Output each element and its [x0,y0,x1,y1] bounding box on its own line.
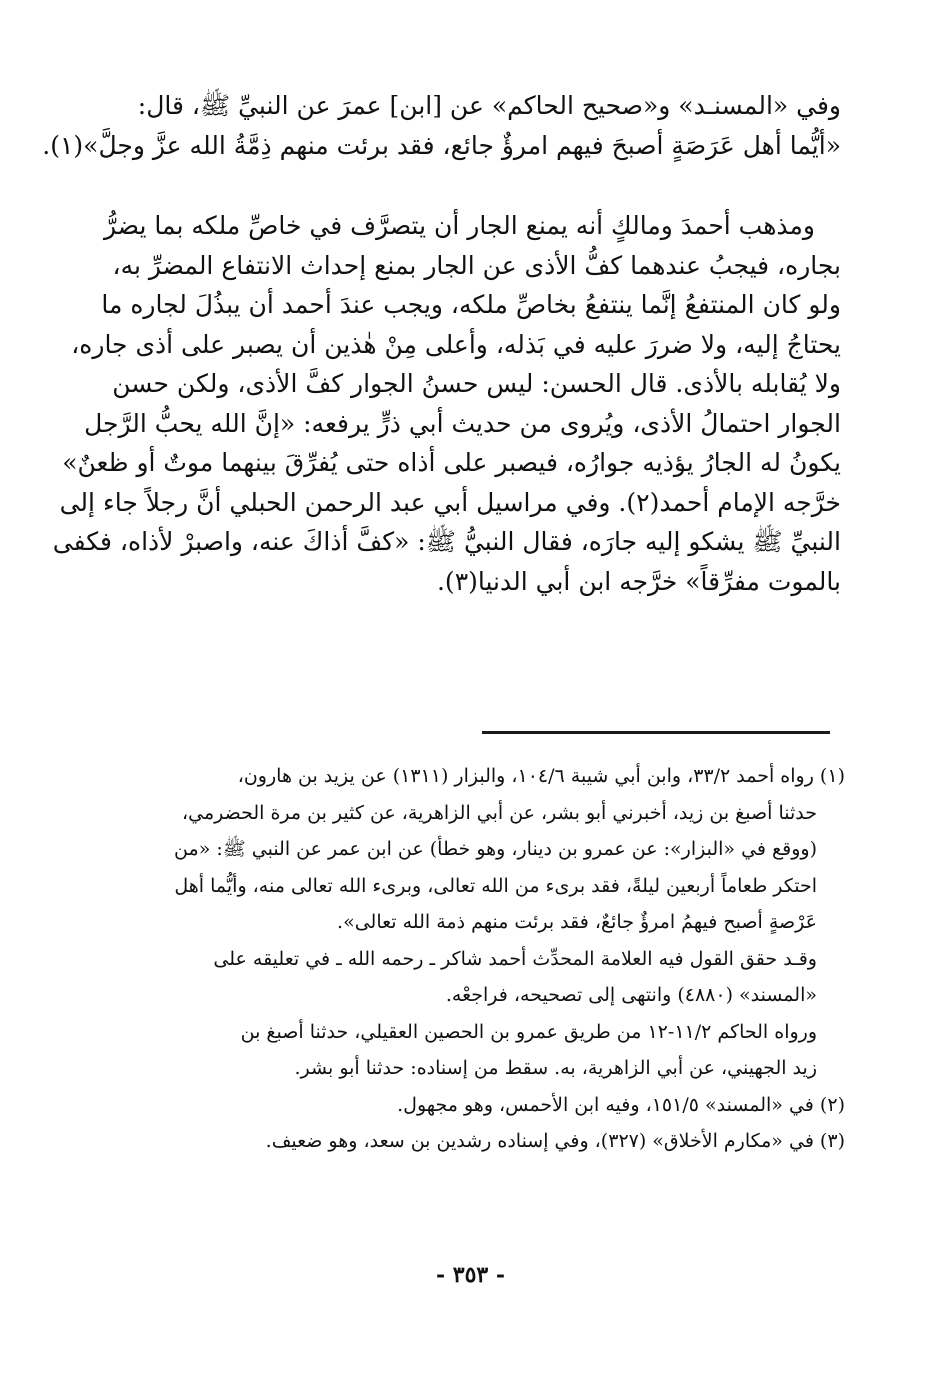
footnote-line: (ووقع في «البزار»: عن عمرو بن دينار، وهو خطأ) عن ابن عمر عن النبي ﷺ: «من [174,838,817,860]
footnote-line: عَرْصةٍ أصبح فيهمُ امرؤٌ جائعٌ، فقد برئت منهم ذمة الله تعالى». [337,911,817,933]
text-line: يحتاجُ إليه، ولا ضررَ عليه في بَذله، وأعلى مِنْ هٰذين أن يصبر على أذى جاره، [71,329,841,359]
footnote-line: (١) رواه أحمد ٣٣/٢، وابن أبي شيبة ١٠٤/٦، والبزار (١٣١١) عن يزيد بن هارون، [237,765,845,787]
footnote-line: ورواه الحاكم ١١/٢-١٢ من طريق عمرو بن الحصين العقيلي، حدثنا أصبغ بن [240,1020,817,1043]
footnote-line: زيد الجهيني، عن أبي الزاهرية، به. سقط من إسناده: حدثنا أبو بشر. [294,1057,817,1079]
footnote-line: «المسند» (٤٨٨٠) وانتهى إلى تصحيحه، فراجعْه. [445,984,817,1006]
text-line: بجاره، فيجبُ عندهما كفُّ الأذى عن الجار بمنع إحداث الانتفاع المضرِّ به، [112,250,841,280]
text-line: «أيُّما أهل عَرَصَةٍ أصبحَ فيهم امرؤٌ جائع، فقد برئت منهم ذِمَّةُ الله عزَّ وجلَّ»(١). [42,130,841,160]
footnote-line: احتكر طعاماً أربعين ليلةً، فقد برىء من الله تعالى، وبرىء الله تعالى منه، وأيُّما أهل [174,874,817,897]
text-line: الجوار احتمالُ الأذى، ويُروى من حديث أبي ذرٍّ يرفعه: «إنَّ الله يحبُّ الرَّجل [84,408,841,438]
text-line: خرَّجه الإمام أحمد(٢). وفي مراسيل أبي عبد الرحمن الحبلي أنَّ رجلاً جاء إلى [59,487,841,517]
footnotes [108,758,845,1160]
text-line: وفي «المسنـد» و«صحيح الحاكم» عن [ابن] عمرَ عن النبيِّ ﷺ، قال: [137,91,841,120]
footnote-separator [482,731,830,734]
page-number: - ٣٥٣ - [435,1262,506,1288]
footnote-line: حدثنا أصبغ بن زيد، أخبرني أبو بشر، عن أبي الزاهرية، عن كثير بن مرة الحضرمي، [181,801,817,824]
text-line: ومذهب أحمدَ ومالكٍ أنه يمنع الجار أن يتصرَّف في خاصِّ ملكه بما يضرُّ [104,211,815,240]
paragraph-1 [42,86,841,165]
footnote-line: (٣) في «مكارم الأخلاق» (٣٢٧)، وفي إسناده رشدين بن سعد، وهو ضعيف. [265,1130,845,1152]
text-line: ولو كان المنتفعُ إنَّما ينتفعُ بخاصِّ ملكه، ويجب عندَ أحمد أن يبذُلَ لجاره ما [101,290,841,319]
paragraph-2 [52,206,841,601]
footnote-line: (٢) في «المسند» ١٥١/٥، وفيه ابن الأحمس، وهو مجهول. [397,1093,845,1116]
text-line: النبيِّ ﷺ يشكو إليه جارَه، فقال النبيُّ ﷺ: «كفَّ أذاكَ عنه، واصبرْ لأذاه، فكفى [52,527,841,556]
text-line: بالموت مفرِّقاً» خرَّجه ابن أبي الدنيا(٣). [436,566,841,596]
text-line: ولا يُقابله بالأذى. قال الحسن: ليس حسنُ الجوار كفَّ الأذى، ولكن حسن [112,369,841,398]
text-line: يكونُ له الجارُ يؤذيه جوارُه، فيصبر على أذاه حتى يُفرِّقَ بينهما موتٌ أو ظعنٌ» [62,448,841,477]
footnote-line: وقـد حقق القول فيه العلامة المحدِّث أحمد شاكر ـ رحمه الله ـ في تعليقه على [213,947,817,970]
